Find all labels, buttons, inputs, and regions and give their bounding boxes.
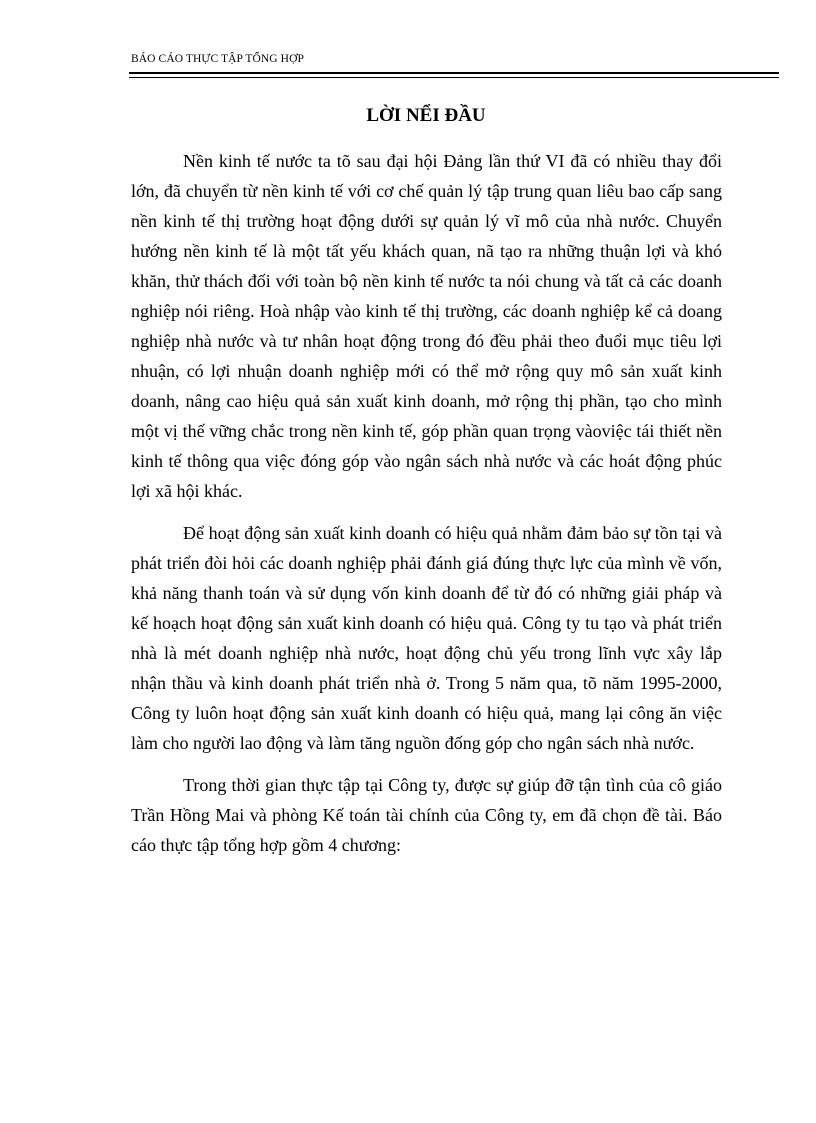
header-rule-thin — [129, 77, 779, 78]
body-text — [131, 146, 722, 872]
paragraph-2: Để hoạt động sản xuất kinh doanh có hiệu quả nhằm đảm bảo sự tồn tại và phát triển đòi hỏi các doanh nghiệp phải đánh giá đúng thực lực của mình về vốn, khả năng thanh toán và sử dụng vốn kinh doanh để từ đó có những giải pháp và kế hoạch hoạt động sản xuất kinh doanh có hiệu quả. Công ty tu tạo và phát triển nhà là mét doanh nghiệp nhà nước, hoạt động chủ yếu trong lĩnh vực xây lắp nhận thầu và kinh doanh phát triển nhà ở. Trong 5 năm qua, tõ năm 1995-2000, Công ty luôn hoạt động sản xuất kinh doanh có hiệu quả, mang lại công ăn việc làm cho người lao động và làm tăng nguồn đống góp cho ngân sách nhà nước. — [131, 523, 722, 753]
header-rule-thick — [129, 72, 779, 74]
paragraph-1: Nền kinh tế nước ta tõ sau đại hội Đảng lần thứ VI đã có nhiều thay đổi lớn, đã chuyển từ nền kinh tế với cơ chế quản lý tập trung quan liêu bao cấp sang nền kinh tế thị trường hoạt động dưới sự quản lý vĩ mô của nhà nước. Chuyển hướng nền kinh tế là một tất yếu khách quan, nã tạo ra những thuận lợi và khó khăn, thử thách đối với toàn bộ nền kinh tế nước ta nói chung và tất cả các doanh nghiệp nói riêng. Hoà nhập vào kinh tế thị trường, các doanh nghiệp kể cả doang nghiệp nhà nước và tư nhân hoạt động trong đó đều phải theo đuổi mục tiêu lợi nhuận, có lợi nhuận doanh nghiệp mới có thể mở rộng quy mô sản xuất kinh doanh, nâng cao hiệu quả sản xuất kinh doanh, mở rộng thị phần, tạo cho mình một vị thế vững chắc trong nền kinh tế, góp phần quan trọng vàoviệc tái thiết nền kinh tế thông qua việc đóng góp vào ngân sách nhà nước và các hoát động phúc lợi xã hội khác. — [131, 151, 722, 501]
running-header: BÁO CÁO THỰC TẬP TỔNG HỢP — [131, 53, 304, 65]
page-title: LỜI NỂI ĐẦU — [366, 105, 486, 126]
paragraph-3: Trong thời gian thực tập tại Công ty, được sự giúp đỡ tận tình của cô giáo Trần Hồng Mai và phòng Kế toán tài chính của Công ty, em đã chọn đề tài. Báo cáo thực tập tổng hợp gồm 4 chương: — [131, 775, 722, 855]
